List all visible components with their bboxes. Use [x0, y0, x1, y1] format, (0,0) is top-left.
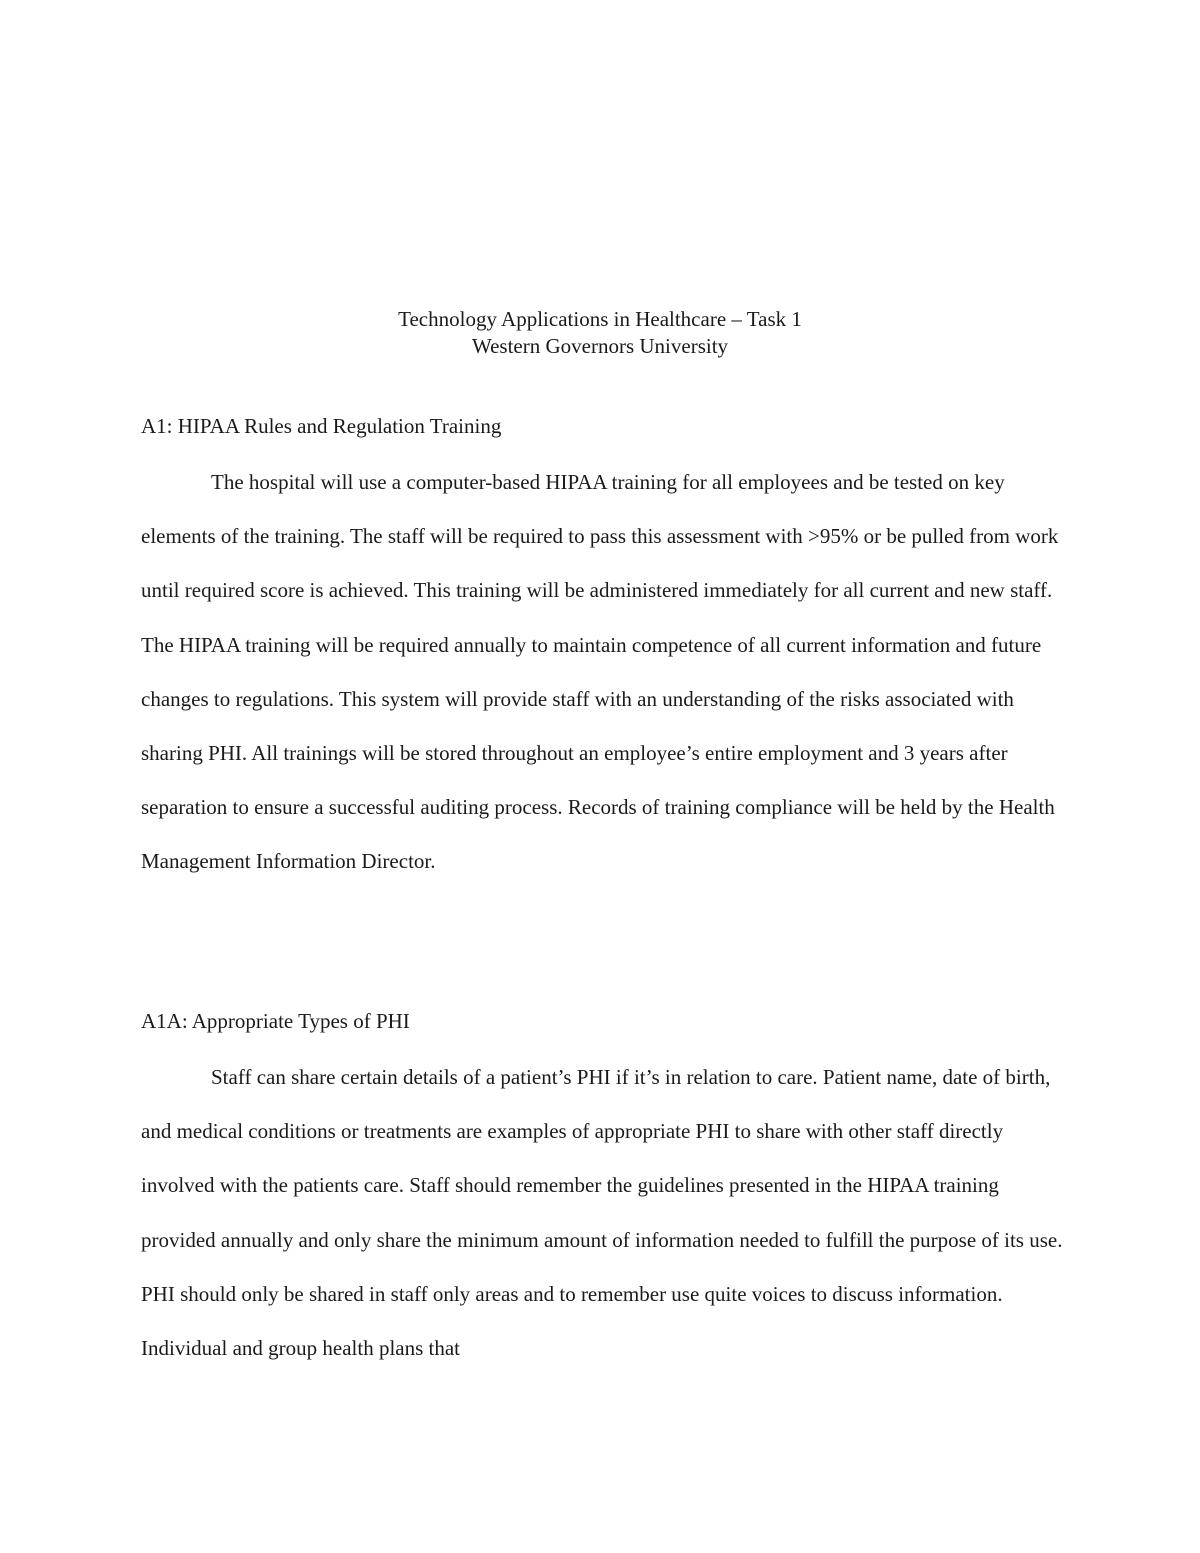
- institution-name: Western Governors University: [471, 334, 729, 358]
- section-paragraph-a1: The hospital will use a computer-based HIPAA training for all employees and be tested on key elements of the training. The staff will be required to pass this assessment with >95% or be pulled from work until required score is achieved. This training will be administered immediately for all current and new staff. The HIPAA training will be required annually to maintain competence of all current information and future changes to regulations. This system will provide staff with an understanding of the risks associated with sharing PHI. All trainings will be stored throughout an employee’s entire employment and 3 years after separation to ensure a successful auditing process. Records of training compliance will be held by the Health Management Information Director.: [141, 470, 1059, 874]
- section-heading-a1a: A1A: Appropriate Types of PHI: [141, 1009, 410, 1033]
- document-title: Technology Applications in Healthcare – Task 1: [398, 307, 802, 331]
- section-paragraph-a1a: Staff can share certain details of a patient’s PHI if it’s in relation to care. Patient name, date of birth, and medical conditions or treatments are examples of appropriate PHI to share with other staff directly involved with the patients care. Staff should remember the guidelines presented in the HIPAA training provided annually and only share the minimum amount of information needed to fulfill the purpose of its use. PHI should only be shared in staff only areas and to remember use quite voices to discuss information. Individual and group health plans that: [141, 1065, 1063, 1361]
- title-block: [0, 306, 1200, 360]
- section-a1: [141, 413, 1066, 889]
- section-a1a: [141, 1008, 1066, 1375]
- section-heading-a1: A1: HIPAA Rules and Regulation Training: [141, 414, 502, 438]
